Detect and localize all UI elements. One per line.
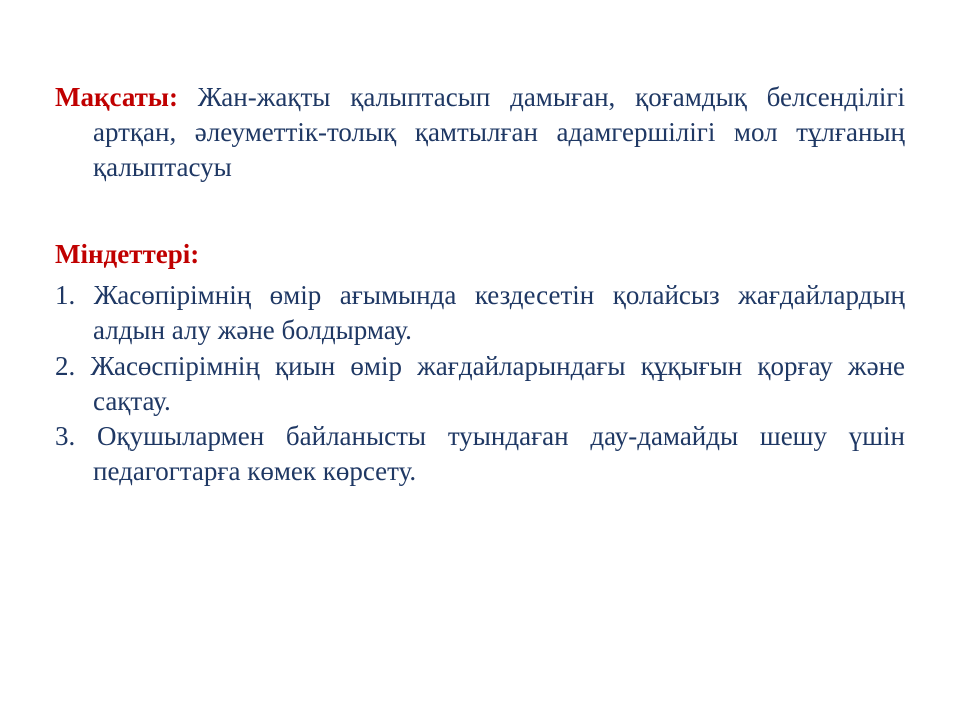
tasks-block (55, 237, 905, 489)
list-item: 2. Жасөспірімнің қиын өмір жағдайларындағы құқығын қорғау және сақтау. (55, 350, 905, 416)
tasks-list (55, 278, 905, 489)
list-item: 3. Оқушылармен байланысты туындаған дау-дамайды шешу үшін педагогтарға көмек көрсету. (55, 420, 905, 486)
goal-paragraph (55, 80, 905, 185)
tasks-heading: Міндеттері: (55, 239, 200, 270)
goal-block (55, 80, 905, 185)
goal-text: Жан-жақты қалыптасып дамыған, қоғамдық белсенділігі артқан, әлеуметтік-толық қамтылған адамгершілігі мол тұлғаның қалыптасуы (93, 82, 905, 183)
list-item: 1. Жасөпірімнің өмір ағымында кездесетін қолайсыз жағдайлардың алдын алу және болдырмау. (55, 280, 905, 346)
section-spacer (55, 185, 905, 237)
goal-label: Мақсаты: (55, 82, 178, 112)
